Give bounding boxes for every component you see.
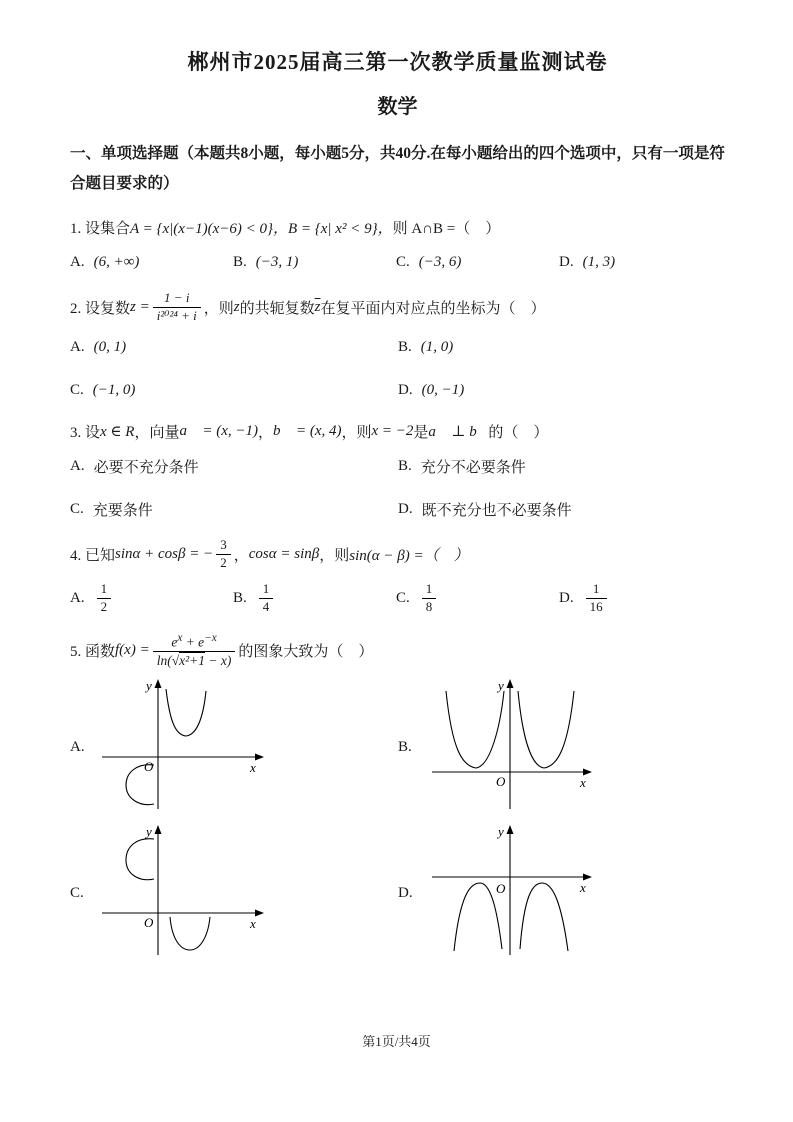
origin-label: O bbox=[496, 774, 506, 790]
option-value: (0, −1) bbox=[421, 381, 465, 398]
curve-lower-right bbox=[170, 917, 210, 950]
fraction-numerator: 1 bbox=[586, 581, 607, 599]
curve-upper-right bbox=[166, 689, 206, 736]
sqrt-sign: √ bbox=[171, 652, 180, 668]
q3-text-3: ， bbox=[258, 424, 274, 441]
q3-option-b bbox=[398, 453, 725, 479]
question-1-stem bbox=[70, 214, 725, 240]
q3-text-4: ，则 bbox=[341, 424, 372, 441]
q2-option-a bbox=[70, 334, 398, 360]
q1-option-a bbox=[70, 249, 233, 275]
q1-option-c bbox=[396, 249, 559, 275]
exam-title: 郴州市2025届高三第一次教学质量监测试卷 bbox=[187, 50, 608, 74]
q3-x-in-r: x ∈ R bbox=[100, 423, 135, 440]
graph-option-d bbox=[398, 823, 725, 963]
y-axis-label: y bbox=[498, 678, 504, 694]
option-value: (−3, 6) bbox=[418, 253, 462, 270]
q4-option-c bbox=[396, 581, 559, 616]
graph-option-b bbox=[398, 677, 725, 817]
question-1-options bbox=[70, 249, 725, 275]
q2-text-1: 2. 设复数 bbox=[70, 301, 131, 318]
x-axis-arrow bbox=[255, 754, 264, 761]
fraction-numerator: 1 bbox=[97, 581, 112, 599]
q4-fraction bbox=[216, 537, 231, 572]
question-4-stem bbox=[70, 537, 725, 572]
x-axis-label: x bbox=[580, 775, 586, 791]
q5-num-exp1: x bbox=[177, 631, 183, 644]
q5-fx: f(x) = bbox=[115, 641, 150, 658]
q2-z-equals: z = bbox=[130, 299, 150, 316]
q4-text-3: ，则 bbox=[319, 548, 350, 565]
question-3-stem bbox=[70, 418, 725, 444]
q1-text-1: 1. 设集合 bbox=[70, 220, 131, 237]
graph-b-plot bbox=[428, 677, 598, 817]
option-label: D. bbox=[398, 500, 413, 517]
y-axis-label: y bbox=[146, 824, 152, 840]
y-axis-arrow bbox=[155, 679, 162, 688]
section-heading: 一、单项选择题（本题共8小题，每小题5分，共40分.在每小题给出的四个选项中，只有一项是符合题目要求的） bbox=[70, 145, 725, 193]
option-label: D. bbox=[559, 589, 574, 606]
q4-equation-1: sinα + cosβ = − bbox=[115, 546, 214, 563]
y-axis-arrow bbox=[507, 825, 514, 834]
graph-b-label: B. bbox=[398, 738, 412, 755]
q5-den-rest: − x) bbox=[205, 652, 232, 668]
option-value: 既不充分也不必要条件 bbox=[421, 502, 572, 519]
graph-option-c bbox=[70, 823, 398, 963]
question-4 bbox=[70, 537, 725, 616]
question-5-graphs bbox=[70, 677, 725, 963]
question-2-stem bbox=[70, 290, 725, 325]
fraction-denominator: 2 bbox=[220, 555, 227, 571]
q5-den-ln: ln( bbox=[156, 652, 172, 668]
graph-a-plot bbox=[100, 677, 270, 817]
q2-z-conjugate: $\overline{z}$ bbox=[314, 299, 321, 316]
question-4-options bbox=[70, 581, 725, 616]
option-label: C. bbox=[396, 253, 410, 270]
q3-text-6: 的（ ） bbox=[488, 424, 549, 441]
q4-option-d bbox=[559, 581, 725, 616]
option-label: D. bbox=[559, 253, 574, 270]
curve-left-hump bbox=[454, 883, 502, 951]
q2-text-3: 的共轭复数 bbox=[239, 301, 315, 318]
option-label: A. bbox=[70, 338, 85, 355]
q5-radicand: x²+1 bbox=[179, 652, 206, 668]
q1-text-2: 则 A∩B =（ ） bbox=[392, 220, 501, 237]
option-value: (6, +∞) bbox=[93, 253, 140, 270]
option-label: B. bbox=[233, 253, 247, 270]
x-axis-label: x bbox=[580, 880, 586, 896]
option-label: A. bbox=[70, 589, 85, 606]
y-axis-arrow bbox=[507, 679, 514, 688]
fraction-denominator bbox=[153, 652, 236, 670]
curve-right-valley bbox=[518, 691, 574, 768]
option-label: A. bbox=[70, 253, 85, 270]
option-label: B. bbox=[398, 338, 412, 355]
q2-option-c bbox=[70, 377, 398, 403]
q3-vector-a: a⃗ = (x, −1) bbox=[179, 422, 259, 439]
option-value: (1, 3) bbox=[582, 253, 616, 270]
q1-formula-set-b: B = {x| x² < 9}， bbox=[287, 220, 393, 237]
q5-num-e1: e bbox=[171, 634, 178, 650]
q5-num-plus: + e bbox=[182, 634, 205, 650]
curve-upper-left bbox=[126, 839, 154, 880]
q4-equation-2: cosα = sinβ bbox=[248, 546, 320, 563]
option-label: A. bbox=[70, 457, 85, 474]
question-3 bbox=[70, 418, 725, 522]
q3-text-5: 是 bbox=[413, 424, 429, 441]
option-fraction bbox=[97, 581, 112, 616]
option-value: (−3, 1) bbox=[255, 253, 299, 270]
q2-text-2: ，则 bbox=[203, 301, 234, 318]
option-label: C. bbox=[396, 589, 410, 606]
q3-option-d bbox=[398, 496, 725, 522]
question-3-options bbox=[70, 453, 725, 522]
q4-option-a bbox=[70, 581, 233, 616]
question-2-options bbox=[70, 334, 725, 403]
option-label: D. bbox=[398, 381, 413, 398]
fraction-denominator: 16 bbox=[589, 598, 603, 614]
q1-option-b bbox=[233, 249, 396, 275]
fraction-numerator: 1 bbox=[422, 581, 437, 599]
fraction-numerator: 3 bbox=[216, 537, 231, 555]
q3-text-2: ，向量 bbox=[134, 424, 180, 441]
q5-num-exp2: −x bbox=[204, 631, 217, 644]
option-value: 充要条件 bbox=[92, 502, 153, 519]
origin-label: O bbox=[144, 915, 154, 931]
exam-subject: 数学 bbox=[377, 96, 418, 118]
q2-option-d bbox=[398, 377, 725, 403]
question-5-stem bbox=[70, 631, 725, 670]
option-value: (−1, 0) bbox=[92, 381, 136, 398]
q3-vector-b: b⃗ = (x, 4) bbox=[273, 422, 342, 439]
curve-right-hump bbox=[520, 883, 568, 951]
q1-formula-set-a: A = {x|(x−1)(x−6) < 0}， bbox=[130, 220, 288, 237]
y-axis-label: y bbox=[498, 824, 504, 840]
q2-option-b bbox=[398, 334, 725, 360]
x-axis-label: x bbox=[250, 916, 256, 932]
option-label: C. bbox=[70, 500, 84, 517]
y-axis-label: y bbox=[146, 678, 152, 694]
option-value: (0, 1) bbox=[93, 338, 127, 355]
q5-text-2: 的图象大致为（ ） bbox=[238, 643, 374, 660]
graph-option-a bbox=[70, 677, 398, 817]
q4-option-b bbox=[233, 581, 396, 616]
y-axis-arrow bbox=[155, 825, 162, 834]
option-fraction bbox=[259, 581, 274, 616]
q2-z: z bbox=[233, 299, 240, 316]
option-fraction bbox=[586, 581, 607, 616]
origin-label: O bbox=[144, 759, 154, 775]
fraction-numerator bbox=[153, 631, 236, 652]
q4-target: sin(α − β) =（ ） bbox=[349, 548, 469, 565]
question-5 bbox=[70, 631, 725, 964]
q2-fraction bbox=[153, 290, 201, 325]
graph-d-label: D. bbox=[398, 884, 413, 901]
fraction-denominator: 8 bbox=[425, 598, 433, 614]
option-value: (1, 0) bbox=[420, 338, 454, 355]
q4-text-2: ， bbox=[233, 548, 249, 565]
x-axis-arrow bbox=[255, 910, 264, 917]
question-2 bbox=[70, 290, 725, 403]
page-footer: 第1页/共4页 bbox=[362, 1034, 431, 1049]
fraction-numerator: 1 − i bbox=[153, 290, 201, 308]
q5-text-1: 5. 函数 bbox=[70, 643, 116, 660]
q1-option-d bbox=[559, 249, 725, 275]
option-label: C. bbox=[70, 381, 84, 398]
q3-option-c bbox=[70, 496, 398, 522]
q3-x-value: x = −2 bbox=[371, 422, 414, 439]
x-axis-label: x bbox=[250, 760, 256, 776]
option-label: B. bbox=[398, 457, 412, 474]
q5-fraction bbox=[153, 631, 236, 670]
q4-text-1: 4. 已知 bbox=[70, 548, 116, 565]
option-value: 必要不充分条件 bbox=[93, 459, 199, 476]
fraction-denominator: 4 bbox=[262, 598, 270, 614]
q2-text-4: 在复平面内对应点的坐标为（ ） bbox=[320, 301, 546, 318]
fraction-denominator: i²⁰²⁴ + i bbox=[156, 308, 197, 324]
option-value: 充分不必要条件 bbox=[420, 459, 526, 476]
fraction-numerator: 1 bbox=[259, 581, 274, 599]
q3-option-a bbox=[70, 453, 398, 479]
question-1 bbox=[70, 214, 725, 275]
graph-a-label: A. bbox=[70, 738, 85, 755]
graph-c-plot bbox=[100, 823, 270, 963]
graph-c-label: C. bbox=[70, 884, 84, 901]
q3-text-1: 3. 设 bbox=[70, 424, 101, 441]
option-label: B. bbox=[233, 589, 247, 606]
curve-left-valley bbox=[446, 691, 504, 768]
q3-perpendicular: a⃗ ⊥ b⃗ bbox=[428, 423, 489, 440]
graph-d-plot bbox=[428, 823, 598, 963]
origin-label: O bbox=[496, 881, 506, 897]
option-fraction bbox=[422, 581, 437, 616]
fraction-denominator: 2 bbox=[100, 598, 108, 614]
